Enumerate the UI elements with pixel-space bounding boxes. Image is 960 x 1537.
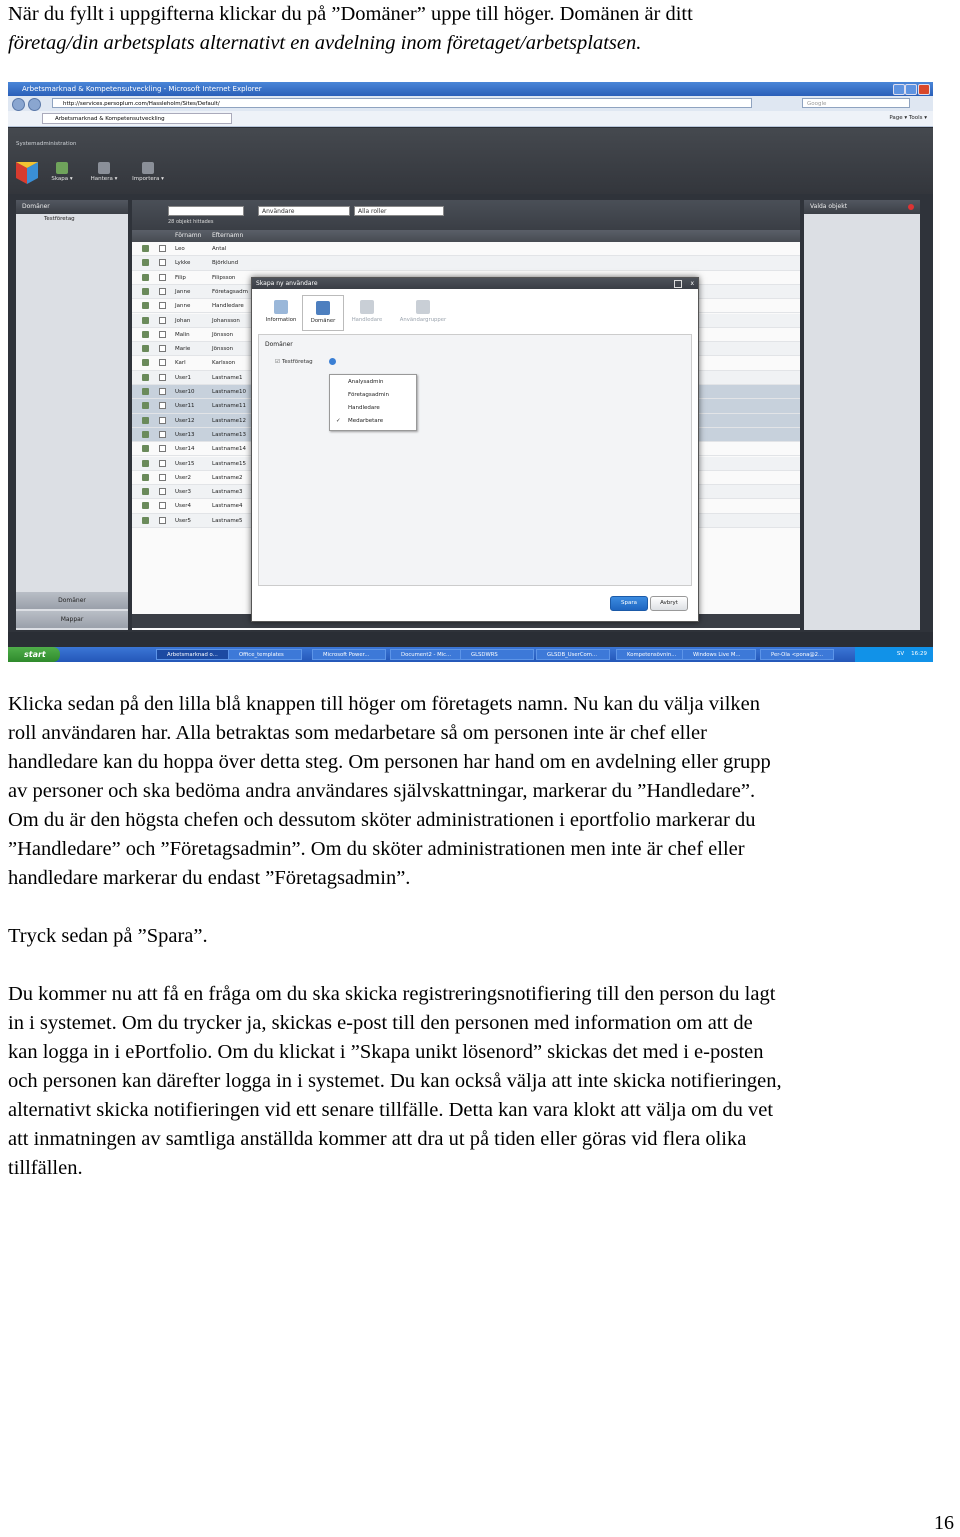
body-line: handledare markerar du endast ”Företagsadmin”. bbox=[8, 867, 411, 889]
last-name-cell: Antal bbox=[212, 246, 227, 252]
checkbox-icon[interactable]: ☑ bbox=[275, 359, 280, 365]
first-name-cell: User1 bbox=[175, 374, 192, 381]
url-field[interactable]: http://services.persoplum.com/Hassleholm/Sites/Default/ bbox=[52, 98, 752, 108]
intro-line: företag/din arbetsplats alternativt en avdelning inom företaget/arbetsplatsen. bbox=[8, 32, 642, 54]
tab-label: Information bbox=[265, 317, 297, 323]
dialog-tabs bbox=[260, 295, 690, 335]
row-checkbox[interactable] bbox=[159, 259, 166, 266]
body-line: av personer och ska bedöma andra användares självskattningar, markerar du ”Handledare”. bbox=[8, 780, 756, 802]
user-icon bbox=[142, 374, 149, 381]
last-name-cell: Johansson bbox=[212, 317, 240, 324]
ie-window-title: Arbetsmarknad & Kompetensutveckling - Microsoft Internet Explorer bbox=[22, 85, 262, 93]
search-input[interactable]: Google bbox=[802, 98, 910, 108]
taskbar-item[interactable]: GLSDB_UserCom... bbox=[536, 649, 610, 660]
user-icon bbox=[142, 317, 149, 324]
last-name-cell: Lastname13 bbox=[212, 431, 247, 438]
selected-objects-panel bbox=[804, 200, 920, 630]
body-line: ”Handledare” och ”Företagsadmin”. Om du sköter administrationen men inte är chef eller bbox=[8, 838, 745, 860]
body-line: och personen kan därefter logga in i systemet. Du kan också välja att inte skicka notifieringen, bbox=[8, 1070, 782, 1092]
first-name-cell: User11 bbox=[175, 403, 195, 410]
user-icon bbox=[142, 245, 149, 252]
tab-label: Domäner bbox=[310, 318, 336, 324]
tab-label: Handledare bbox=[351, 317, 383, 323]
dialog-title-bar bbox=[252, 278, 698, 289]
row-checkbox[interactable] bbox=[159, 374, 166, 381]
taskbar-item[interactable]: Windows Live M... bbox=[682, 649, 756, 660]
start-button[interactable]: start bbox=[8, 647, 60, 662]
minimize-icon[interactable] bbox=[893, 84, 905, 95]
information-icon bbox=[274, 300, 288, 314]
users-toolbar bbox=[132, 200, 800, 230]
user-icon bbox=[142, 388, 149, 395]
section-title: Domäner bbox=[265, 341, 293, 348]
menu-item-label: Företagsadmin bbox=[348, 392, 389, 398]
import-icon bbox=[142, 162, 154, 174]
menu-item-analysadmin[interactable] bbox=[330, 376, 416, 389]
menu-item-handledare[interactable] bbox=[330, 402, 416, 415]
tab-label: Användargrupper bbox=[399, 317, 447, 323]
last-name-cell: Lastname4 bbox=[212, 503, 243, 510]
last-name-cell: Björklund bbox=[212, 260, 239, 267]
first-name-cell: User13 bbox=[175, 431, 195, 438]
selected-objects-title: Valda objekt bbox=[810, 203, 848, 210]
last-name-cell: Jönsson bbox=[212, 331, 234, 338]
intro-paragraph bbox=[8, 0, 958, 58]
app-title: Systemadministration bbox=[16, 141, 77, 147]
first-name-cell: User10 bbox=[175, 389, 195, 395]
body-line: roll användaren har. Alla betraktas som medarbetare så om personen inte är chef eller bbox=[8, 722, 707, 744]
body-line: alternativt skicka notifieringen vid ett senare tillfälle. Detta kan vara klokt att välja om du vet bbox=[8, 1099, 774, 1121]
last-name-cell: Lastname12 bbox=[212, 417, 247, 424]
user-icon bbox=[142, 402, 149, 409]
domains-panel bbox=[16, 200, 128, 630]
clock: 16:29 bbox=[911, 651, 927, 657]
manage-button[interactable]: Hantera ▾ bbox=[84, 162, 124, 182]
embedded-screenshot bbox=[8, 82, 933, 662]
close-icon[interactable]: x bbox=[690, 280, 694, 287]
result-count: 28 objekt hittades bbox=[168, 219, 214, 225]
ie-favorites-bar bbox=[8, 111, 933, 127]
row-checkbox[interactable] bbox=[159, 488, 166, 495]
column-last-name[interactable]: Efternamn bbox=[212, 232, 244, 239]
taskbar-item[interactable]: Kompetensövnin... bbox=[616, 649, 690, 660]
first-name-cell: Marie bbox=[175, 346, 191, 353]
user-icon bbox=[142, 488, 149, 495]
user-icon bbox=[142, 359, 149, 366]
last-name-cell: Filipsson bbox=[212, 274, 236, 281]
last-name-cell: Lastname14 bbox=[212, 446, 247, 453]
app-window bbox=[8, 128, 933, 632]
row-checkbox[interactable] bbox=[159, 460, 166, 467]
row-checkbox[interactable] bbox=[159, 317, 166, 324]
menu-item-foretagsadmin[interactable] bbox=[330, 389, 416, 402]
intro-line: När du fyllt i uppgifterna klickar du på ”Domäner” uppe till höger. Domänen är ditt bbox=[8, 3, 693, 25]
clear-icon[interactable] bbox=[908, 204, 914, 210]
role-menu bbox=[329, 374, 417, 431]
app-logo-icon bbox=[16, 162, 38, 184]
create-icon bbox=[56, 162, 68, 174]
dialog-title: Skapa ny användare bbox=[256, 280, 318, 287]
row-checkbox[interactable] bbox=[159, 402, 166, 409]
tab-domains[interactable] bbox=[302, 295, 344, 331]
nav-domains[interactable]: Domäner bbox=[16, 592, 128, 609]
last-name-cell: Lastname15 bbox=[212, 460, 247, 467]
taskbar-item[interactable]: Arbetsmarknad o... bbox=[156, 649, 230, 660]
user-icon bbox=[142, 302, 149, 309]
menu-item-label: Medarbetare bbox=[348, 418, 384, 424]
first-name-cell: Karl bbox=[175, 360, 186, 367]
first-name-cell: User15 bbox=[175, 460, 195, 467]
manage-label: Hantera bbox=[90, 176, 113, 182]
ie-address-bar bbox=[8, 96, 933, 111]
row-checkbox[interactable] bbox=[159, 331, 166, 338]
row-checkbox[interactable] bbox=[159, 345, 166, 352]
ie-tools[interactable]: Page ▾ Tools ▾ bbox=[889, 115, 927, 121]
search-input[interactable] bbox=[168, 206, 244, 216]
language-indicator[interactable]: SV bbox=[896, 651, 905, 657]
row-checkbox[interactable] bbox=[159, 502, 166, 509]
body-paragraph-3 bbox=[8, 980, 958, 1183]
last-name-cell: Lastname2 bbox=[212, 474, 243, 481]
first-name-cell: User14 bbox=[175, 446, 195, 453]
maximize-icon[interactable] bbox=[674, 280, 682, 288]
save-button[interactable]: Spara bbox=[610, 596, 648, 611]
body-paragraph-2 bbox=[8, 922, 958, 951]
create-button[interactable]: Skapa ▾ bbox=[42, 162, 82, 182]
back-icon[interactable] bbox=[12, 98, 25, 111]
taskbar-item[interactable]: Office_templates bbox=[228, 649, 302, 660]
app-header bbox=[8, 128, 933, 194]
taskbar-item[interactable]: Microsoft Power... bbox=[312, 649, 386, 660]
last-name-cell: Företagsadm bbox=[212, 288, 248, 295]
domain-name: Testföretag bbox=[281, 359, 313, 365]
body-line: Du kommer nu att få en fråga om du ska skicka registreringsnotifiering till den person du lagt bbox=[8, 983, 776, 1005]
row-checkbox[interactable] bbox=[159, 245, 166, 252]
user-icon bbox=[142, 331, 149, 338]
user-icon bbox=[142, 274, 149, 281]
manage-icon bbox=[98, 162, 110, 174]
user-icon bbox=[142, 474, 149, 481]
last-name-cell: Karlsson bbox=[212, 360, 236, 367]
column-first-name[interactable]: Förnamn bbox=[175, 232, 202, 239]
role-select[interactable]: Alla roller bbox=[354, 206, 444, 216]
import-button[interactable]: Importera ▾ bbox=[128, 162, 168, 182]
row-checkbox[interactable] bbox=[159, 445, 166, 452]
menu-item-label: Handledare bbox=[348, 405, 380, 411]
cancel-button[interactable]: Avbryt bbox=[650, 596, 688, 611]
user-icon bbox=[142, 517, 149, 524]
body-line: att inmatningen av samtliga anställda kommer att dra ut på tiden eller göras vid flera olika bbox=[8, 1128, 747, 1150]
body-line: Klicka sedan på den lilla blå knappen till höger om företagets namn. Nu kan du välja vilken bbox=[8, 693, 761, 715]
user-icon bbox=[360, 300, 374, 314]
last-name-cell: Lastname5 bbox=[212, 517, 243, 524]
dialog-body bbox=[258, 334, 692, 586]
row-checkbox[interactable] bbox=[159, 359, 166, 366]
windows-taskbar bbox=[8, 647, 933, 662]
first-name-cell: Malin bbox=[175, 331, 190, 338]
table-row[interactable] bbox=[132, 256, 800, 270]
row-checkbox[interactable] bbox=[159, 431, 166, 438]
row-checkbox[interactable] bbox=[159, 288, 166, 295]
tree-node-testforetag[interactable]: Testföretag bbox=[44, 216, 75, 222]
user-icon bbox=[142, 431, 149, 438]
tab-user-groups[interactable] bbox=[394, 295, 452, 331]
forward-icon[interactable] bbox=[28, 98, 41, 111]
user-icon bbox=[142, 345, 149, 352]
close-icon[interactable] bbox=[918, 84, 930, 95]
role-menu-button[interactable] bbox=[329, 358, 336, 365]
user-icon bbox=[142, 259, 149, 266]
system-tray bbox=[855, 647, 933, 662]
selected-objects-header bbox=[804, 200, 920, 214]
first-name-cell: Filip bbox=[175, 274, 186, 281]
body-line: handledare kan du hoppa över detta steg. Om personen har hand om en avdelning eller grupp bbox=[8, 751, 771, 773]
browser-tab[interactable]: Arbetsmarknad & Kompetensutveckling bbox=[42, 113, 232, 124]
user-icon bbox=[142, 288, 149, 295]
taskbar-item[interactable]: GLSDWRS bbox=[460, 649, 534, 660]
last-name-cell: Jönsson bbox=[212, 346, 234, 353]
row-checkbox[interactable] bbox=[159, 302, 166, 309]
grid-header bbox=[132, 230, 800, 242]
last-name-cell: Handledare bbox=[212, 303, 244, 310]
first-name-cell: User5 bbox=[175, 517, 192, 524]
row-checkbox[interactable] bbox=[159, 388, 166, 395]
taskbar-item[interactable]: Per-Ola <pona@2... bbox=[760, 649, 834, 660]
row-checkbox[interactable] bbox=[159, 474, 166, 481]
domains-panel-header[interactable]: Domäner bbox=[16, 200, 128, 214]
first-name-cell: User2 bbox=[175, 474, 192, 481]
menu-item-label: Analysadmin bbox=[348, 379, 384, 385]
user-icon bbox=[142, 445, 149, 452]
tab-supervisor[interactable] bbox=[346, 295, 388, 331]
body-line: Tryck sedan på ”Spara”. bbox=[8, 925, 208, 947]
body-paragraph-1 bbox=[8, 690, 958, 893]
taskbar-item[interactable]: Document2 - Mic... bbox=[390, 649, 464, 660]
row-checkbox[interactable] bbox=[159, 417, 166, 424]
first-name-cell: User4 bbox=[175, 503, 192, 510]
user-icon bbox=[142, 502, 149, 509]
row-checkbox[interactable] bbox=[159, 517, 166, 524]
create-user-dialog bbox=[251, 277, 699, 622]
last-name-cell: Lastname1 bbox=[212, 374, 243, 381]
body-line: kan logga in i ePortfolio. Om du klickat i ”Skapa unikt lösenord” skickas det med i e-posten bbox=[8, 1041, 764, 1063]
ie-title-bar bbox=[8, 82, 933, 96]
create-label: Skapa bbox=[51, 176, 69, 182]
nav-folders[interactable]: Mappar bbox=[16, 611, 128, 628]
user-type-select[interactable]: Användare bbox=[258, 206, 350, 216]
last-name-cell: Lastname3 bbox=[212, 489, 243, 496]
first-name-cell: Lykke bbox=[175, 260, 191, 267]
table-row[interactable] bbox=[132, 242, 800, 256]
page-number: 16 bbox=[934, 1512, 954, 1534]
row-checkbox[interactable] bbox=[159, 274, 166, 281]
user-icon bbox=[142, 460, 149, 467]
user-group-icon bbox=[416, 300, 430, 314]
last-name-cell: Lastname11 bbox=[212, 403, 247, 410]
first-name-cell: User3 bbox=[175, 489, 192, 496]
menu-item-medarbetare[interactable] bbox=[330, 415, 416, 428]
first-name-cell: Leo bbox=[175, 246, 185, 252]
last-name-cell: Lastname10 bbox=[212, 389, 247, 395]
tab-information[interactable] bbox=[260, 295, 302, 331]
first-name-cell: User12 bbox=[175, 417, 195, 424]
user-icon bbox=[142, 417, 149, 424]
maximize-icon[interactable] bbox=[905, 84, 917, 95]
domain-tree-item[interactable] bbox=[275, 359, 313, 365]
import-label: Importera bbox=[132, 176, 160, 182]
body-line: in i systemet. Om du trycker ja, skickas e-post till den personen med information om att de bbox=[8, 1012, 753, 1034]
domains-icon bbox=[316, 301, 330, 315]
body-line: tillfällen. bbox=[8, 1157, 83, 1179]
checkmark-icon: ✓ bbox=[336, 418, 341, 424]
first-name-cell: Janne bbox=[175, 303, 191, 310]
first-name-cell: Janne bbox=[175, 288, 191, 295]
body-line: Om du är den högsta chefen och dessutom sköter administrationen i eportfolio markerar du bbox=[8, 809, 756, 831]
first-name-cell: Johan bbox=[175, 317, 191, 324]
